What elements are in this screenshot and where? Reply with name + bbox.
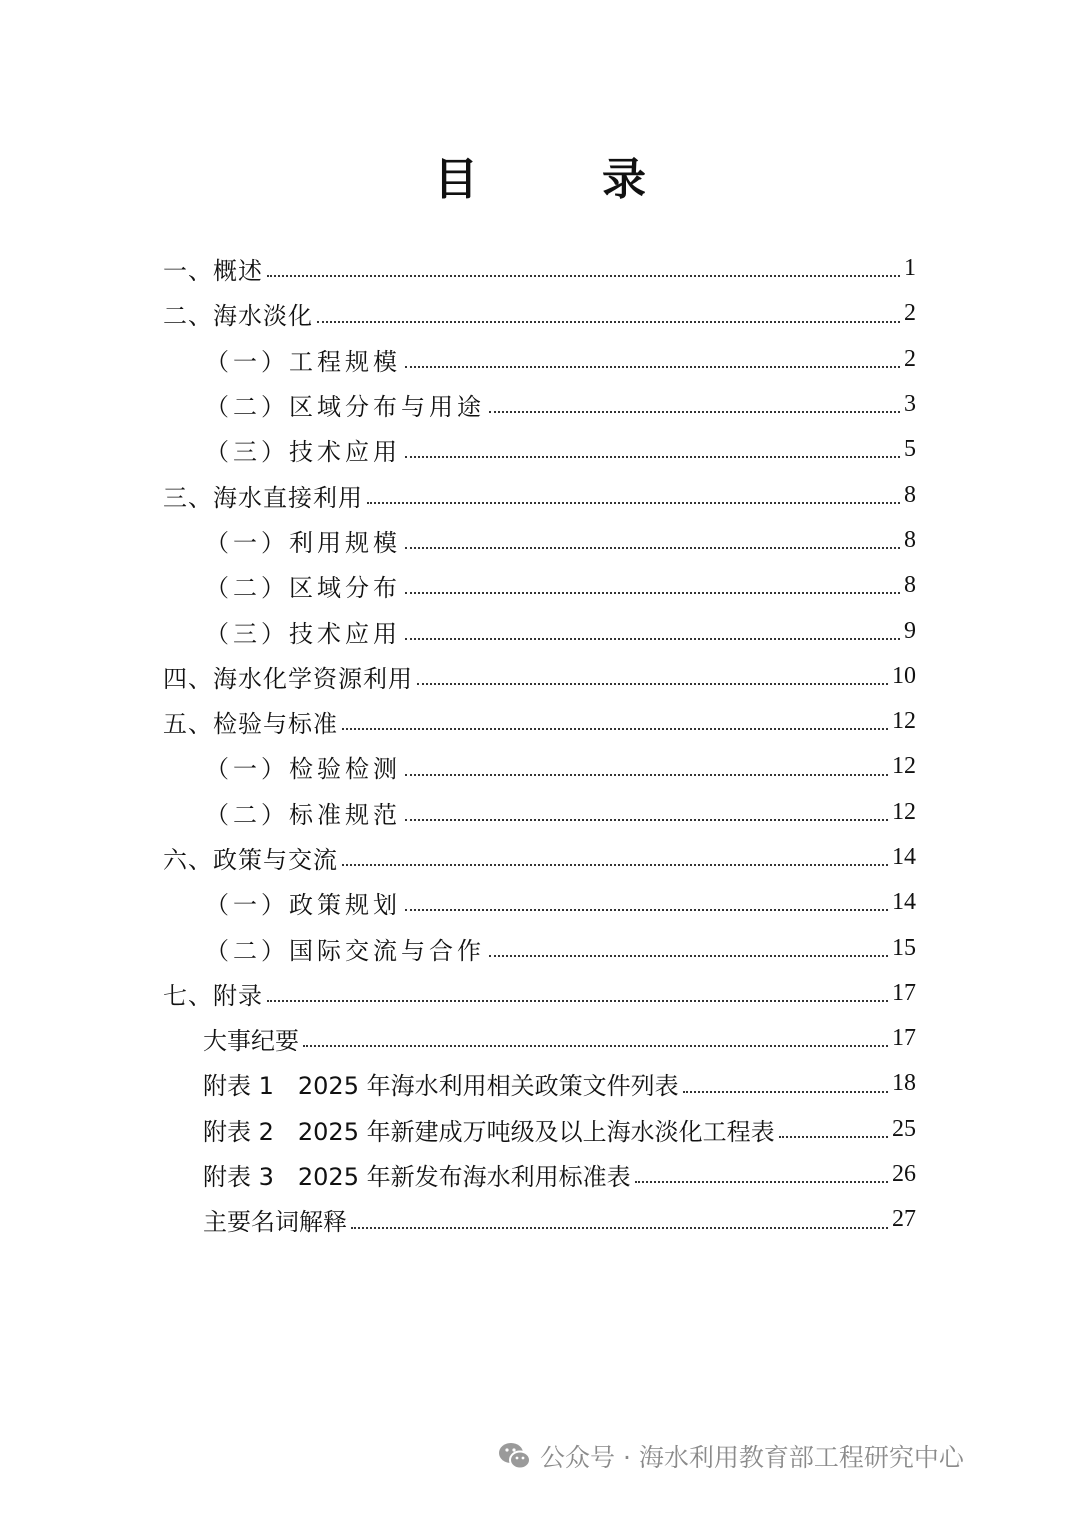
toc-entry[interactable] xyxy=(163,246,916,291)
toc-page-number: 5 xyxy=(904,436,916,463)
toc-leader-dots xyxy=(405,455,900,458)
toc-entry[interactable] xyxy=(163,790,916,835)
toc-entry-label: （二）标准规范 xyxy=(205,800,401,829)
toc-entry-label: 三、海水直接利用 xyxy=(163,483,363,512)
toc-page-number: 14 xyxy=(892,889,916,916)
toc-entry[interactable] xyxy=(163,1152,916,1197)
toc-page-number: 10 xyxy=(892,662,916,689)
toc-leader-dots xyxy=(405,365,900,368)
toc-entry-label: 一、概述 xyxy=(163,257,263,286)
toc-leader-dots xyxy=(405,546,900,549)
table-of-contents xyxy=(163,246,916,1243)
toc-page-number: 26 xyxy=(892,1161,916,1188)
toc-leader-dots xyxy=(489,954,888,957)
toc-leader-dots xyxy=(342,863,888,866)
toc-leader-dots xyxy=(317,320,900,323)
toc-leader-dots xyxy=(405,591,900,594)
watermark-text: 公众号 · 海水利用教育部工程研究中心 xyxy=(540,1443,964,1472)
toc-entry-label: （一）工程规模 xyxy=(205,347,401,376)
toc-entry-label: （三）技术应用 xyxy=(205,619,401,648)
toc-entry[interactable] xyxy=(163,1016,916,1061)
page-title: 目 录 xyxy=(434,154,686,205)
toc-entry-label: 四、海水化学资源利用 xyxy=(163,664,413,693)
toc-leader-dots xyxy=(405,908,888,911)
toc-entry-label: （三）技术应用 xyxy=(205,438,401,467)
toc-entry-label: （二）区域分布与用途 xyxy=(205,393,485,422)
toc-leader-dots xyxy=(367,501,900,504)
toc-leader-dots xyxy=(405,773,888,776)
toc-page-number: 8 xyxy=(904,572,916,599)
toc-entry-label: （二）区域分布 xyxy=(205,574,401,603)
toc-page-number: 9 xyxy=(904,617,916,644)
toc-page-number: 27 xyxy=(892,1206,916,1233)
toc-page-number: 18 xyxy=(892,1070,916,1097)
toc-entry-label: （一）政策规划 xyxy=(205,891,401,920)
toc-entry-label: 大事纪要 xyxy=(203,1027,299,1056)
wechat-icon xyxy=(498,1441,532,1471)
toc-page-number: 17 xyxy=(892,979,916,1006)
toc-leader-dots xyxy=(683,1090,888,1093)
toc-entry[interactable] xyxy=(163,880,916,925)
toc-entry[interactable] xyxy=(163,971,916,1016)
toc-page-number: 2 xyxy=(904,300,916,327)
toc-entry[interactable] xyxy=(163,699,916,744)
toc-page-number: 25 xyxy=(892,1115,916,1142)
toc-entry[interactable] xyxy=(163,1197,916,1242)
toc-leader-dots xyxy=(635,1180,888,1183)
toc-leader-dots xyxy=(267,999,888,1002)
toc-entry-label: 五、检验与标准 xyxy=(163,710,338,739)
toc-page-number: 8 xyxy=(904,526,916,553)
toc-entry[interactable] xyxy=(163,925,916,970)
toc-entry[interactable] xyxy=(163,835,916,880)
toc-entry[interactable] xyxy=(163,427,916,472)
toc-entry-label: 附表 1 2025 年海水利用相关政策文件列表 xyxy=(203,1072,679,1101)
toc-entry-label: 六、政策与交流 xyxy=(163,846,338,874)
toc-page-number: 2 xyxy=(904,345,916,372)
toc-page-number: 8 xyxy=(904,481,916,508)
toc-entry-label: （二）国际交流与合作 xyxy=(205,936,485,965)
toc-page-number: 12 xyxy=(892,798,916,825)
toc-entry[interactable] xyxy=(163,744,916,789)
toc-page-number: 14 xyxy=(892,844,916,870)
toc-page-number: 15 xyxy=(892,934,916,961)
toc-entry-label: 附表 3 2025 年新发布海水利用标准表 xyxy=(203,1163,631,1192)
toc-entry[interactable] xyxy=(163,472,916,517)
watermark xyxy=(498,1436,964,1476)
toc-page-number: 3 xyxy=(904,391,916,418)
toc-leader-dots xyxy=(267,274,900,277)
toc-page-number: 1 xyxy=(904,255,916,282)
toc-entry-label: 七、附录 xyxy=(163,981,263,1010)
toc-entry-label: 主要名词解释 xyxy=(203,1208,347,1237)
toc-leader-dots xyxy=(303,1044,888,1047)
toc-entry-label: 二、海水淡化 xyxy=(163,302,313,331)
toc-entry[interactable] xyxy=(163,1107,916,1152)
toc-page-number: 17 xyxy=(892,1025,916,1052)
toc-entry[interactable] xyxy=(163,654,916,699)
toc-entry[interactable] xyxy=(163,337,916,382)
toc-entry[interactable] xyxy=(163,291,916,336)
toc-leader-dots xyxy=(405,818,888,821)
toc-entry[interactable] xyxy=(163,382,916,427)
toc-leader-dots xyxy=(342,727,888,730)
toc-leader-dots xyxy=(351,1226,888,1229)
toc-leader-dots xyxy=(779,1135,888,1138)
toc-page-number: 12 xyxy=(892,708,916,735)
toc-leader-dots xyxy=(489,410,900,413)
toc-leader-dots xyxy=(417,682,888,685)
toc-entry-label: 附表 2 2025 年新建成万吨级及以上海水淡化工程表 xyxy=(203,1117,775,1146)
toc-entry-label: （一）检验检测 xyxy=(205,755,401,784)
toc-entry-label: （一）利用规模 xyxy=(205,528,401,557)
toc-entry[interactable] xyxy=(163,563,916,608)
toc-entry[interactable] xyxy=(163,608,916,653)
toc-page-number: 12 xyxy=(892,753,916,780)
toc-leader-dots xyxy=(405,637,900,640)
toc-entry[interactable] xyxy=(163,518,916,563)
toc-entry[interactable] xyxy=(163,1061,916,1106)
